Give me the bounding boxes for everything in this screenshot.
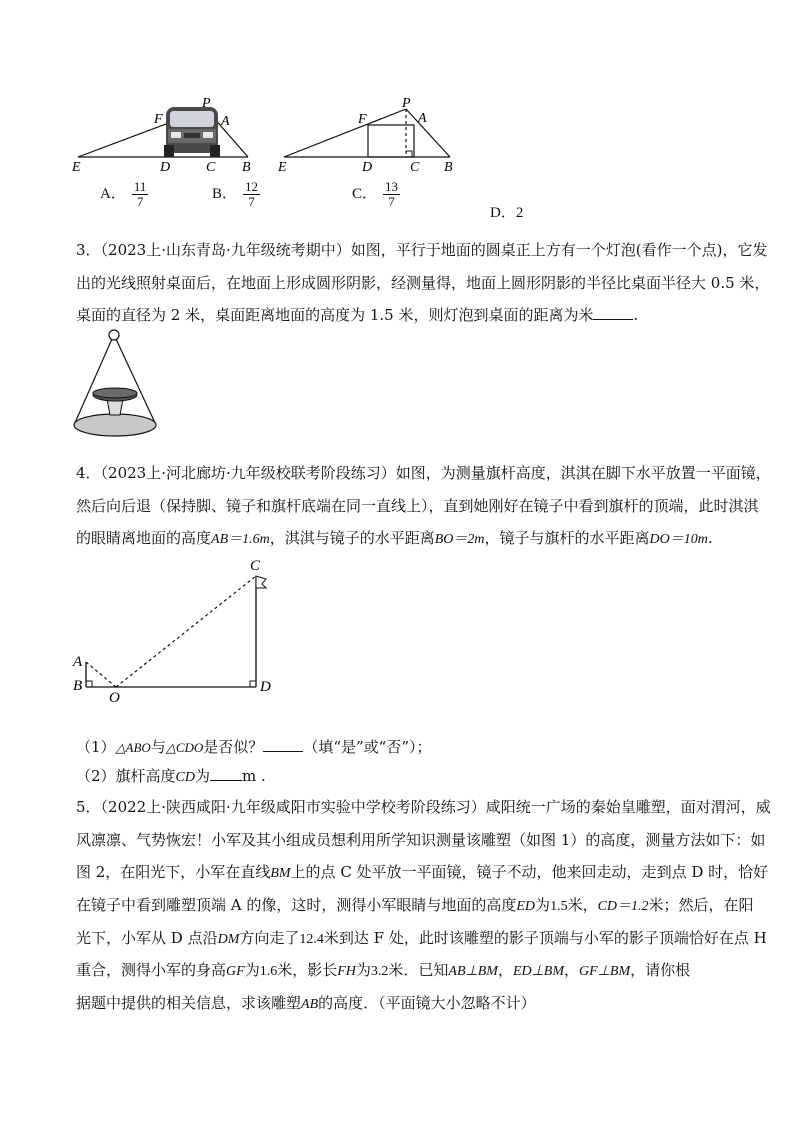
q5-line-6: 重合，测得小军的身高GF为1.6米，影长FH为3.2米．已知AB⊥BM，ED⊥BM，GF⊥BM，请你根 bbox=[76, 961, 691, 979]
label-D: D bbox=[260, 679, 271, 695]
label-C: C bbox=[410, 160, 420, 175]
q2-option-d[interactable] bbox=[490, 201, 523, 222]
q5-line-4: 在镜子中看到雕塑顶端 A 的像，这时，测得小军眼睛与地面的高度ED为1.5米，CD＝1.2米；然后，在阳 bbox=[76, 896, 754, 914]
label-E: E bbox=[72, 160, 81, 175]
q4-line-2: 然后向后退（保持脚、镜子和旗杆底端在同一直线上），直到她刚好在镜子中看到旗杆的顶端，此时淇淇 bbox=[76, 497, 759, 515]
q2-option-b[interactable] bbox=[212, 180, 260, 209]
answer-blank[interactable] bbox=[263, 737, 303, 752]
flag-icon bbox=[256, 576, 266, 588]
q2-option-c[interactable] bbox=[352, 180, 400, 209]
label-D: D bbox=[362, 160, 373, 175]
option-value: 2 bbox=[515, 205, 524, 221]
q2-option-a[interactable] bbox=[100, 180, 148, 209]
q3-line-3: 桌面的直径为 2 米，桌面距离地面的高度为 1.5 米，则灯泡到桌面的距离为米 . bbox=[76, 306, 639, 324]
q5-line-7: 据题中提供的相关信息，求该雕塑AB的高度．（平面镜大小忽略不计） bbox=[76, 994, 536, 1012]
label-A: A bbox=[221, 114, 230, 129]
q5-line-3: 图 2，在阳光下，小军在直线BM上的点 C 处平放一平面镜，镜子不动，他来回走动，走到点 D 时，恰好 bbox=[76, 863, 769, 881]
label-B: B bbox=[444, 160, 453, 175]
q2-figure-car bbox=[70, 95, 270, 175]
q3-line-2: 出的光线照射桌面后，在地面上形成圆形阴影，经测量得，地面上圆形阴影的半径比桌面半径大 0.5 米， bbox=[76, 274, 770, 292]
label-D: D bbox=[160, 160, 171, 175]
label-B: B bbox=[242, 160, 251, 175]
label-P: P bbox=[402, 96, 411, 111]
fraction: $\frac{12}{7}$ bbox=[245, 179, 259, 209]
label-A: A bbox=[418, 111, 427, 126]
option-letter: C． bbox=[352, 185, 378, 202]
q2-figure-geometry bbox=[272, 95, 472, 175]
q5-line-5: 光下，小军从 D 点沿DM方向走了12.4米到达 F 处，此时该雕塑的影子顶端与小军的影子顶端恰好在点 H bbox=[76, 929, 767, 947]
label-O: O bbox=[109, 690, 120, 706]
q3-line-1: 3．（2023上·山东青岛·九年级统考期中）如图，平行于地面的圆桌正上方有一个灯泡(看作一个点)，它发 bbox=[76, 241, 768, 259]
label-C: C bbox=[250, 558, 261, 574]
label-P: P bbox=[202, 96, 211, 111]
label-F: F bbox=[358, 112, 367, 127]
answer-blank[interactable] bbox=[593, 305, 633, 320]
bulb-icon bbox=[109, 330, 119, 340]
q3-figure-lamp-table bbox=[70, 327, 162, 447]
label-F: F bbox=[154, 112, 163, 127]
car-icon bbox=[164, 107, 220, 157]
q5-line-1: 5．（2022上·陕西咸阳·九年级咸阳市实验中学校考阶段练习）咸阳统一广场的秦始皇雕塑，面对渭河，威 bbox=[76, 798, 771, 816]
label-B: B bbox=[73, 678, 83, 694]
q4-sub-1: （1）△ABO与△CDO是否似？ （填“是”或“否”）； bbox=[76, 738, 432, 756]
label-A: A bbox=[73, 654, 83, 670]
option-letter: A． bbox=[100, 185, 126, 202]
fraction: $\frac{13}{7}$ bbox=[385, 179, 399, 209]
answer-blank[interactable] bbox=[210, 766, 242, 781]
q4-line-3: 的眼睛离地面的高度AB＝1.6m，淇淇与镜子的水平距离BO＝2m，镜子与旗杆的水平距离DO＝10m. bbox=[76, 529, 713, 547]
q4-sub-2: （2）旗杆高度CD为 m . bbox=[76, 767, 266, 785]
fraction: $\frac{11}{7}$ bbox=[133, 179, 147, 209]
label-E: E bbox=[278, 160, 287, 175]
q5-line-2: 风凛凛、气势恢宏！小军及其小组成员想利用所学知识测量该雕塑（如图 1）的高度，测量方法如下：如 bbox=[76, 831, 766, 849]
label-C: C bbox=[206, 160, 216, 175]
option-letter: B． bbox=[212, 185, 238, 202]
q4-figure-flagpole bbox=[70, 556, 290, 706]
option-letter: D． bbox=[490, 205, 516, 221]
q4-line-1: 4．（2023上·河北廊坊·九年级校联考阶段练习）如图，为测量旗杆高度，淇淇在脚下水平放置一平面镜， bbox=[76, 464, 771, 482]
